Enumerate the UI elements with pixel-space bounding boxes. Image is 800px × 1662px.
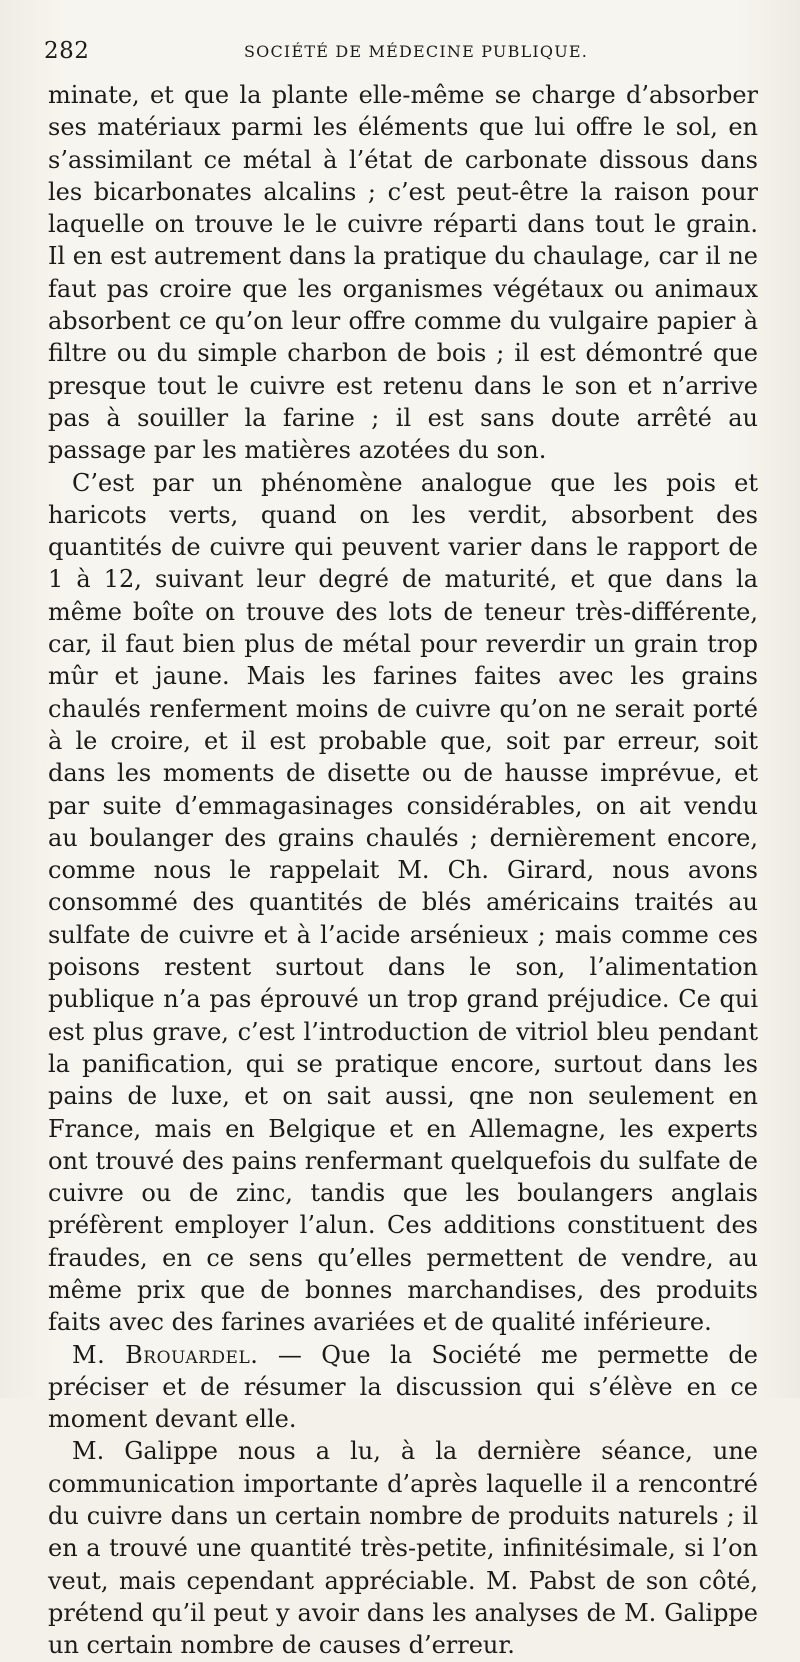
page-header bbox=[44, 36, 760, 66]
paragraph-galippe: M. Galippe nous a lu, à la dernière séance, une communication importante d’après laquelle il a rencontré du cuivre dans un certain nombre de produits naturels ; il en a trouvé une quantité très-petite, infinitésimale, si l’on veut, mais cependant appréciable. M. Pabst de son côté, prétend qu’il peut y avoir dans les analyses de M. Galippe un certain nombre de causes d’erreur. bbox=[48, 1437, 758, 1660]
page-number: 282 bbox=[44, 38, 90, 64]
paragraph-continued: minate, et que la plante elle-même se charge d’absorber ses matériaux parmi les éléments que lui offre le sol, en s’assimilant ce métal à l’état de carbonate dissous dans les bicarbonates alcalins ; c’est peut-être la raison pour laquelle on trouve le le cuivre réparti dans tout le grain. Il en est autrement dans la pratique du chaulage, car il ne faut pas croire que les organismes végétaux ou animaux absorbent ce qu’on leur offre comme du vulgaire papier à filtre ou du simple charbon de bois ; il est démontré que presque tout le cuivre est retenu dans le son et n’arrive pas à souiller la farine ; il est sans doute arrêté au passage par les matières azotées du son. bbox=[48, 81, 758, 465]
speaker-name: M. Brouardel. bbox=[72, 1340, 259, 1369]
running-title: SOCIÉTÉ DE MÉDECINE PUBLIQUE. bbox=[244, 42, 589, 61]
body-text bbox=[48, 79, 758, 1662]
paragraph-peas-and-beans: C’est par un phénomène analogue que les pois et haricots verts, quand on les verdit, absorbent des quantités de cuivre qui peuvent varier dans le rapport de 1 à 12, suivant leur degré de maturité, et que dans la même boîte on trouve des lots de teneur très-différente, car, il faut bien plus de métal pour reverdir un grain trop mûr et jaune. Mais les farines faites avec les grains chaulés renferment moins de cuivre qu’on ne serait porté à le croire, et il est probable que, soit par erreur, soit dans les moments de disette ou de hausse imprévue, et par suite d’emmagasinages considérables, on ait vendu au boulanger des grains chaulés ; dernièrement encore, comme nous le rappelait M. Ch. Girard, nous avons consommé des quantités de blés américains traités au sulfate de cuivre et à l’acide arsénieux ; mais comme ces poisons restent surtout dans le son, l’alimentation publique n’a pas éprouvé un trop grand préjudice. Ce qui est plus grave, c’est l’introduction de vitriol bleu pendant la panification, qui se pratique encore, surtout dans les pains de luxe, et on sait aussi, qne non seulement en France, mais en Belgique et en Allemagne, les experts ont trouvé des pains renfermant quelquefois du sulfate de cuivre ou de zinc, tandis que les boulangers anglais préfèrent employer l’alun. Ces additions constituent des fraudes, en ce sens qu’elles permettent de vendre, au même prix que de bonnes marchandises, des produits faits avec des farines avariées et de qualité inférieure. bbox=[48, 468, 758, 1337]
speech-text: — Que la Société me permette de préciser et de résumer la discussion qui s’élève en ce moment devant elle. bbox=[48, 1340, 758, 1434]
speech-brouardel bbox=[48, 1339, 758, 1436]
